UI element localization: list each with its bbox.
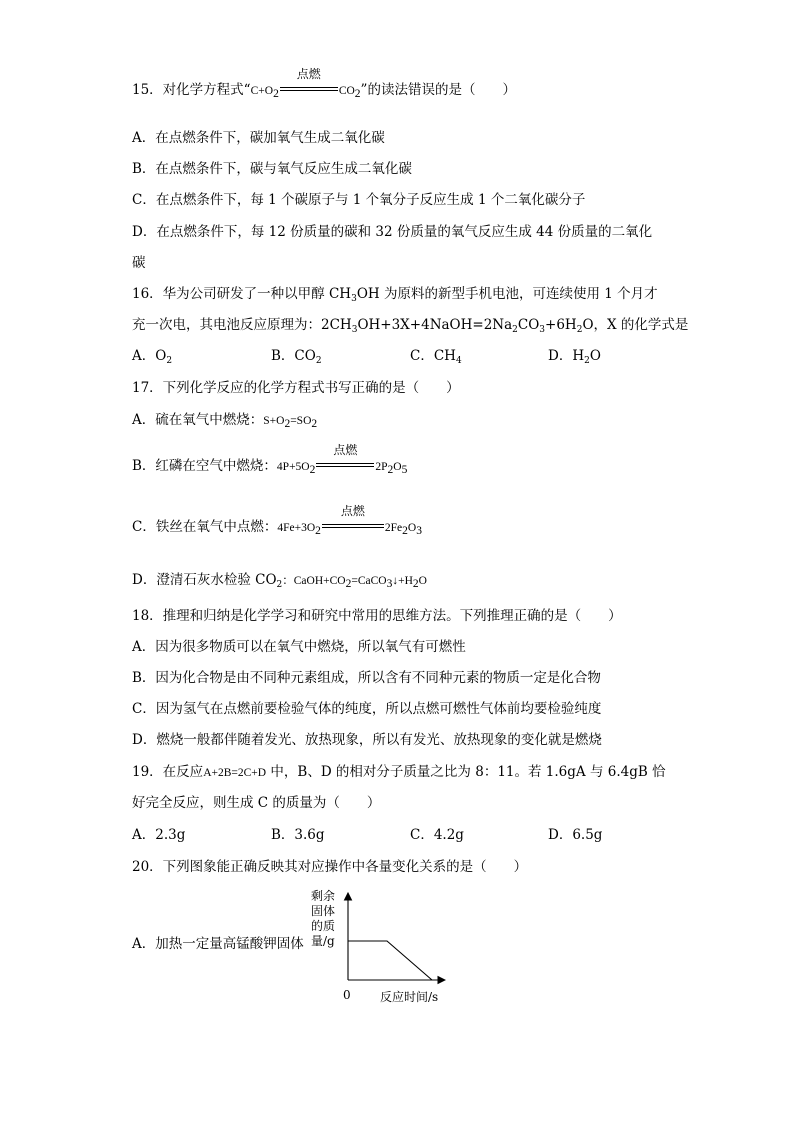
q18-option-a[interactable]: A．因为很多物质可以在氧气中燃烧，所以氧气有可燃性 [132,639,466,655]
q16-option-d[interactable]: D．$H_2O$ [548,348,601,366]
q19-stem-line2: 好完全反应，则生成 C 的质量为（ ） [132,795,381,811]
reaction-arrow-condition: 点燃 [280,80,338,96]
q19-stem-line1: 19．在反应A+2B=2C+D 中，B、D 的相对分子质量之比为 8：11。若 1.6gA 与 6.4gB 恰 [132,764,666,780]
q15-option-b[interactable]: B．在点燃条件下，碳与氧气反应生成二氧化碳 [132,161,412,177]
q17-stem: 17．下列化学反应的化学方程式书写正确的是（ ） [132,380,460,396]
q15-stem: 15．对化学方程式“C+O2 点燃 CO2”的读法错误的是（ ） [132,67,516,100]
q16-option-a[interactable]: A．$O_2$ [132,348,173,366]
q15-option-d[interactable]: D．在点燃条件下，每 12 份质量的碳和 32 份质量的氧气反应生成 44 份质量的二氧化 [132,224,653,240]
q17-option-b[interactable]: B．红磷在空气中燃烧：4P+5O2 点燃 2P2O5 [132,443,408,476]
q15-option-d-cont: 碳 [132,255,146,271]
q16-stem-line1: 16．华为公司研发了一种以甲醇 $CH_3OH$ 为原料的新型手机电池，可连续使用 1 个月才 [132,286,658,304]
q17-option-a[interactable]: A．硫在氧气中燃烧：S+O2=SO2 [132,412,318,430]
q19-option-a[interactable]: A．2.3g [132,827,186,843]
q19-option-d[interactable]: D．6.5g [548,827,603,843]
q15-option-a[interactable]: A．在点燃条件下，碳加氧气生成二氧化碳 [132,130,385,146]
graph-origin-label: 0 [343,988,351,1002]
q17-option-c[interactable]: C．铁丝在氧气中点燃：4Fe+3O2 点燃 2Fe2O3 [132,504,422,537]
q16-stem-line2: 充一次电，其电池反应原理为：$2CH_3OH+3X+4NaOH=2Na_2CO_3+6H_2O$，X 的化学式是 [132,317,689,335]
q20-stem: 20．下列图象能正确反映其对应操作中各量变化关系的是（ ） [132,859,528,875]
q19-option-c[interactable]: C．4.2g [410,827,464,843]
graph-curve [348,941,432,980]
q15-option-c[interactable]: C．在点燃条件下，每 1 个碳原子与 1 个氧分子反应生成 1 个二氧化碳分子 [132,192,586,208]
q16-option-b[interactable]: B．$CO_2$ [271,348,322,366]
q16-option-c[interactable]: C．$CH_4$ [410,348,462,366]
q18-option-d[interactable]: D．燃烧一般都伴随着发光、放热现象，所以有发光、放热现象的变化就是燃烧 [132,732,602,748]
reaction-arrow-condition: 点燃 [316,456,374,472]
q19-option-b[interactable]: B．3.6g [271,827,325,843]
q18-option-b[interactable]: B．因为化合物是由不同种元素组成，所以含有不同种元素的物质一定是化合物 [132,670,601,686]
graph-y-axis-label: 剩余 固体 的质 量/g [311,889,336,948]
reaction-arrow-condition: 点燃 [322,517,384,533]
q17-option-d[interactable]: D．澄清石灰水检验 $CO_2$：CaOH+CO2=CaCO3↓+H2O [132,572,427,590]
graph-x-axis-label: 反应时间/s [380,990,439,1004]
q20-option-a[interactable]: A．加热一定量高锰酸钾固体 [132,936,304,952]
q18-option-c[interactable]: C．因为氢气在点燃前要检验气体的纯度，所以点燃可燃性气体前均要检验纯度 [132,701,602,717]
q18-stem: 18．推理和归纳是化学学习和研究中常用的思维方法。下列推理正确的是（ ） [132,608,622,624]
graph-mass-vs-time [340,890,450,985]
